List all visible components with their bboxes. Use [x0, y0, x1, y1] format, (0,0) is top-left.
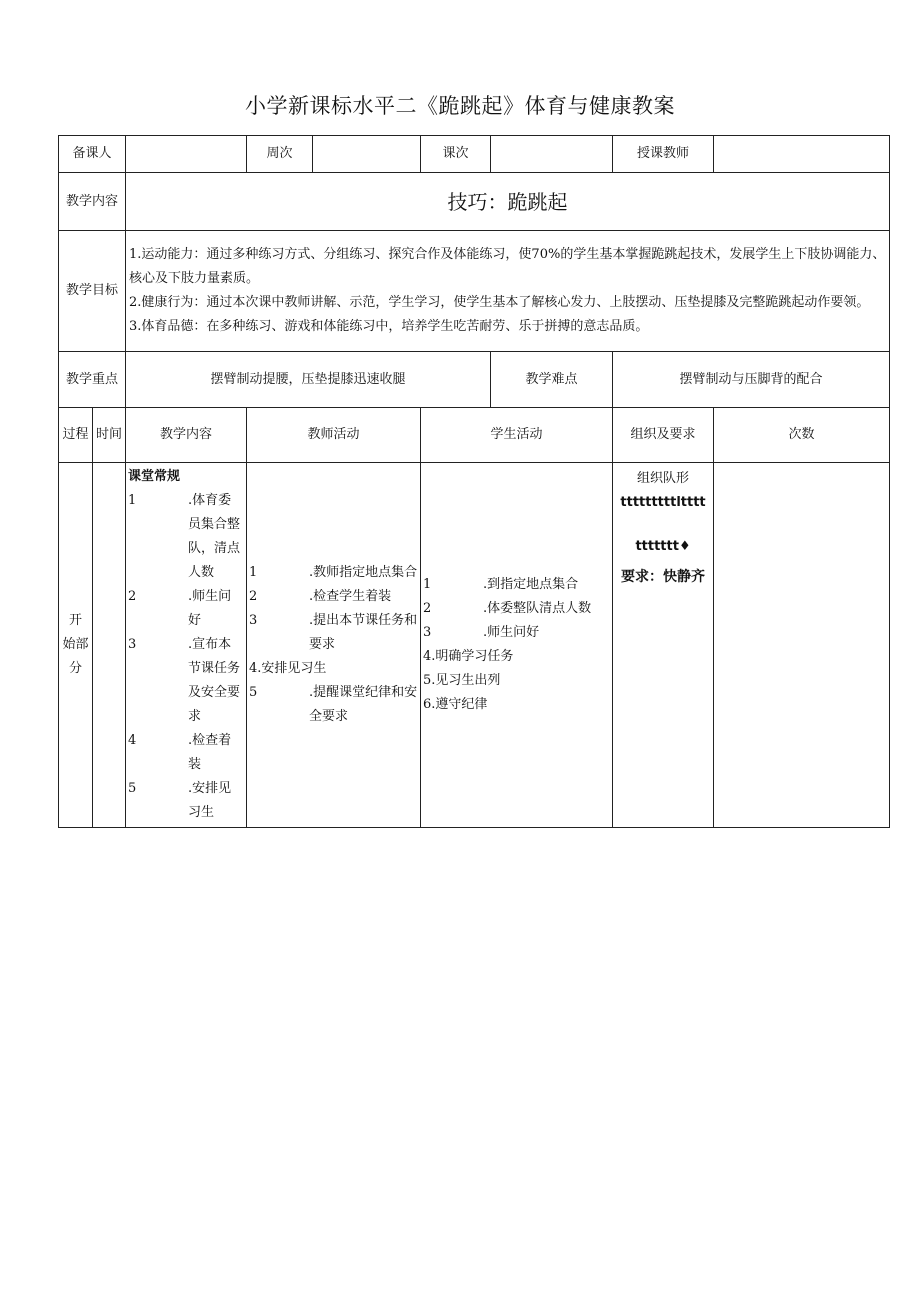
column-header-count: 次数: [714, 408, 890, 463]
preparer-label: 备课人: [59, 136, 126, 173]
formation-label: 组织队形: [637, 471, 690, 486]
teacher-label: 授课教师: [613, 136, 714, 173]
start-student-activity: [421, 463, 613, 828]
key-point-value: 摆臂制动提腰，压垫提膝迅速收腿: [126, 352, 491, 408]
list-item: 2 .体委整队清点人数: [423, 601, 592, 616]
difficulty-value: 摆臂制动与压脚背的配合: [613, 352, 890, 408]
page-title: 小学新课标水平二《跪跳起》体育与健康教案: [245, 94, 675, 118]
column-header-time: 时间: [93, 408, 126, 463]
teacher-value: [714, 136, 890, 173]
column-header-organization: 组织及要求: [613, 408, 714, 463]
formation-row: [616, 467, 710, 515]
list-item: 1 .体育委员集合整队，清点人数: [128, 493, 241, 580]
goals-label: 教学目标: [59, 231, 126, 352]
list-item: 2 .师生问好: [128, 589, 232, 628]
lesson-label: 课次: [421, 136, 491, 173]
start-content: [126, 463, 247, 828]
list-item: 5.见习生出列: [423, 673, 501, 688]
list-item: 3 .提出本节课任务和要求: [249, 613, 418, 652]
list-item: 4.安排见习生: [249, 661, 327, 676]
requirement-text: 要求：快静齐: [621, 569, 706, 585]
formation-diagram: ttttttt♦: [635, 539, 691, 554]
list-item: 4 .检查着装: [128, 733, 232, 772]
column-header-student: 学生活动: [421, 408, 613, 463]
goal-item: 1.运动能力：通过多种练习方式、分组练习、探究合作及体能练习，使70%的学生基本掌握跪跳起技术，发展学生上下肢协调能力、核心及下肢力量素质。: [129, 247, 886, 286]
lesson-value: [491, 136, 613, 173]
list-item: 2 .检查学生着装: [249, 589, 392, 604]
lesson-topic: 技巧：跪跳起: [126, 173, 890, 231]
count-start: [714, 463, 890, 828]
week-label: 周次: [247, 136, 313, 173]
goal-item: 3.体育品德：在多种练习、游戏和体能练习中，培养学生吃苦耐劳、乐于拼搏的意志品质。: [129, 319, 649, 334]
week-value: [313, 136, 421, 173]
list-item: 1 .到指定地点集合: [423, 577, 579, 592]
preparer-value: [126, 136, 247, 173]
list-item: 3 .师生问好: [423, 625, 540, 640]
content-label: 教学内容: [59, 173, 126, 231]
formation-diagram: tttttttttltttt: [620, 495, 706, 510]
start-teacher-activity: [247, 463, 421, 828]
phase-start: 开 始部分: [59, 463, 93, 828]
content-title: 课堂常规: [128, 469, 181, 484]
goal-item: 2.健康行为：通过本次课中教师讲解、示范，学生学习，使学生基本了解核心发力、上肢摆动、压垫提膝及完整跪跳起动作要领。: [129, 295, 870, 310]
start-organization: [613, 463, 714, 828]
column-header-teacher: 教师活动: [247, 408, 421, 463]
list-item: 5 .安排见习生: [128, 781, 232, 820]
list-item: 6.遵守纪律: [423, 697, 488, 712]
column-header-content: 教学内容: [126, 408, 247, 463]
list-item: 4.明确学习任务: [423, 649, 514, 664]
list-item: 5 .提醒课堂纪律和安全要求: [249, 685, 418, 724]
lesson-plan-table: [58, 135, 890, 828]
list-item: 1 .教师指定地点集合: [249, 565, 418, 580]
goals-list: [126, 231, 890, 352]
list-item: 3 .宣布本节课任务及安全要求: [128, 637, 241, 724]
column-header-process: 过程: [59, 408, 93, 463]
key-point-label: 教学重点: [59, 352, 126, 408]
difficulty-label: 教学难点: [491, 352, 613, 408]
time-start: [93, 463, 126, 828]
